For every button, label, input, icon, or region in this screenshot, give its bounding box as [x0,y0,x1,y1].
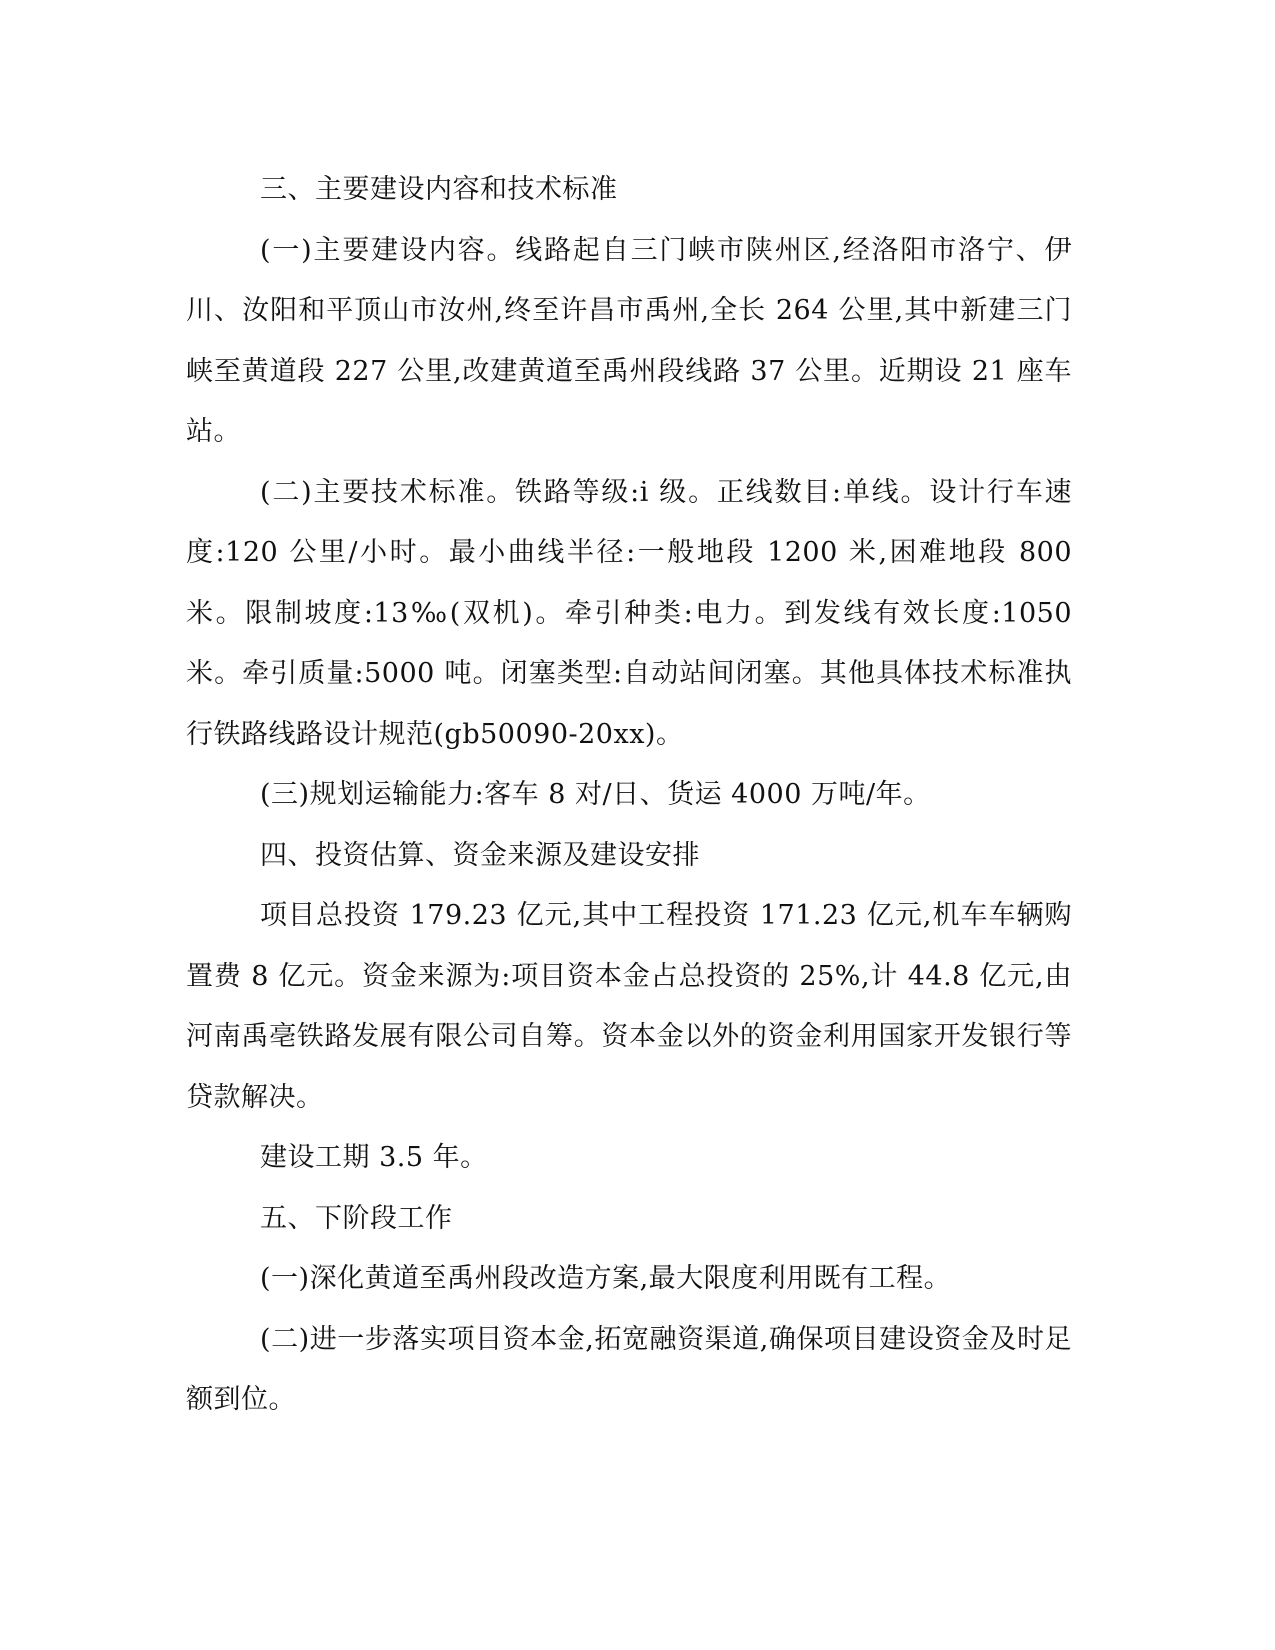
paragraph-next-step-1: (一)深化黄道至禹州段改造方案,最大限度利用既有工程。 [260,1263,952,1294]
paragraph-next-step-2: (二)进一步落实项目资本金,拓宽融资渠道,确保项目建设资金及时足额到位。 [186,1323,1072,1415]
section-heading-5: 五、下阶段工作 [260,1202,453,1234]
section-heading-3: 三、主要建设内容和技术标准 [260,174,618,205]
document-body [186,160,1072,1431]
paragraph-investment: 项目总投资 179.23 亿元,其中工程投资 171.23 亿元,机车车辆购置费 8 亿元。资金来源为:项目资本金占总投资的 25%,计 44.8 亿元,由河南禹亳铁路发展有限公司自筹。资本金以外的资金利用国家开发银行等贷款解决。 [186,900,1072,1113]
paragraph-transport-capacity: (三)规划运输能力:客车 8 对/日、货运 4000 万吨/年。 [260,779,931,810]
section-heading-4: 四、投资估算、资金来源及建设安排 [260,839,700,871]
paragraph-technical-standards: (二)主要技术标准。铁路等级:i 级。正线数目:单线。设计行车速度:120 公里/小时。最小曲线半径:一般地段 1200 米,困难地段 800 米。限制坡度:13‰(双机)。牵引种类:电力。到发线有效长度:1050 米。牵引质量:5000 吨。闭塞类型:自动站间闭塞。其他具体技术标准执行铁路线路设计规范(gb50090-20xx)。 [186,476,1072,750]
paragraph-construction-content: (一)主要建设内容。线路起自三门峡市陕州区,经洛阳市洛宁、伊川、汝阳和平顶山市汝州,终至许昌市禹州,全长 264 公里,其中新建三门峡至黄道段 227 公里,改建黄道至禹州段线路 37 公里。近期设 21 座车站。 [186,234,1072,447]
paragraph-construction-period: 建设工期 3.5 年。 [260,1142,488,1173]
